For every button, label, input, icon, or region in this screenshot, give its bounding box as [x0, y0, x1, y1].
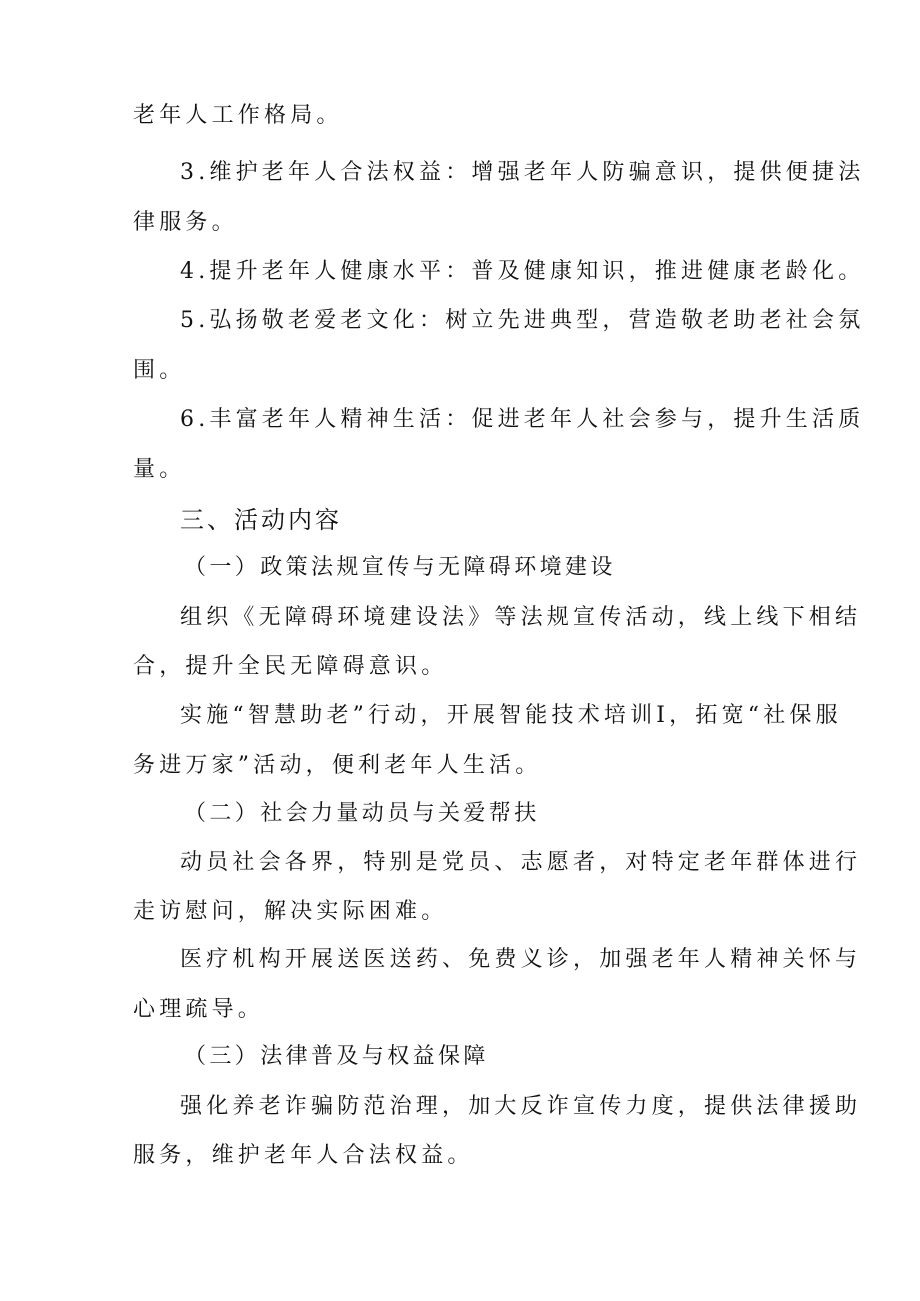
paragraph-line: 实施“智慧助老”行动，开展智能技术培训I，拓宽“社保服 — [180, 703, 842, 728]
paragraph-line: 动员社会各界，特别是党员、志愿者，对特定老年群体进行 — [180, 850, 862, 875]
goal-item-6: 6.丰富老年人精神生活：促进老年人社会参与，提升生活质 — [180, 407, 865, 432]
body-text-line: 量。 — [133, 457, 186, 482]
body-text-line: 老年人工作格局。 — [133, 103, 343, 128]
subsection-heading-3: （三）法律普及与权益保障 — [184, 1044, 489, 1069]
paragraph-line: 合，提升全民无障碍意识。 — [133, 654, 448, 679]
subsection-heading-1: （一）政策法规宣传与无障碍环境建设 — [184, 555, 616, 580]
goal-item-5: 5.弘扬敬老爱老文化：树立先进典型，营造敬老助老社会氛 — [180, 308, 865, 333]
paragraph-line: 务进万家”活动，便利老年人生活。 — [133, 753, 542, 778]
paragraph-line: 医疗机构开展送医送药、免费义诊，加强老年人精神关怀与 — [180, 947, 862, 972]
goal-item-4: 4.提升老年人健康水平：普及健康知识，推进健康老龄化。 — [180, 259, 865, 284]
subsection-heading-2: （二）社会力量动员与关爱帮扶 — [184, 801, 540, 826]
paragraph-line: 走访慰问，解决实际困难。 — [133, 899, 448, 924]
paragraph-line: 组织《无障碍环境建设法》等法规宣传活动，线上线下相结 — [180, 605, 862, 630]
goal-item-3: 3.维护老年人合法权益：增强老年人防骗意识，提供便捷法 — [180, 160, 865, 185]
paragraph-line: 心理疏导。 — [133, 997, 265, 1022]
body-text-line: 围。 — [133, 358, 186, 383]
paragraph-line: 服务，维护老年人合法权益。 — [133, 1143, 474, 1168]
paragraph-line: 强化养老诈骗防范治理，加大反诈宣传力度，提供法律援助 — [180, 1094, 862, 1119]
section-heading: 三、活动内容 — [180, 506, 342, 534]
body-text-line: 律服务。 — [133, 210, 238, 235]
